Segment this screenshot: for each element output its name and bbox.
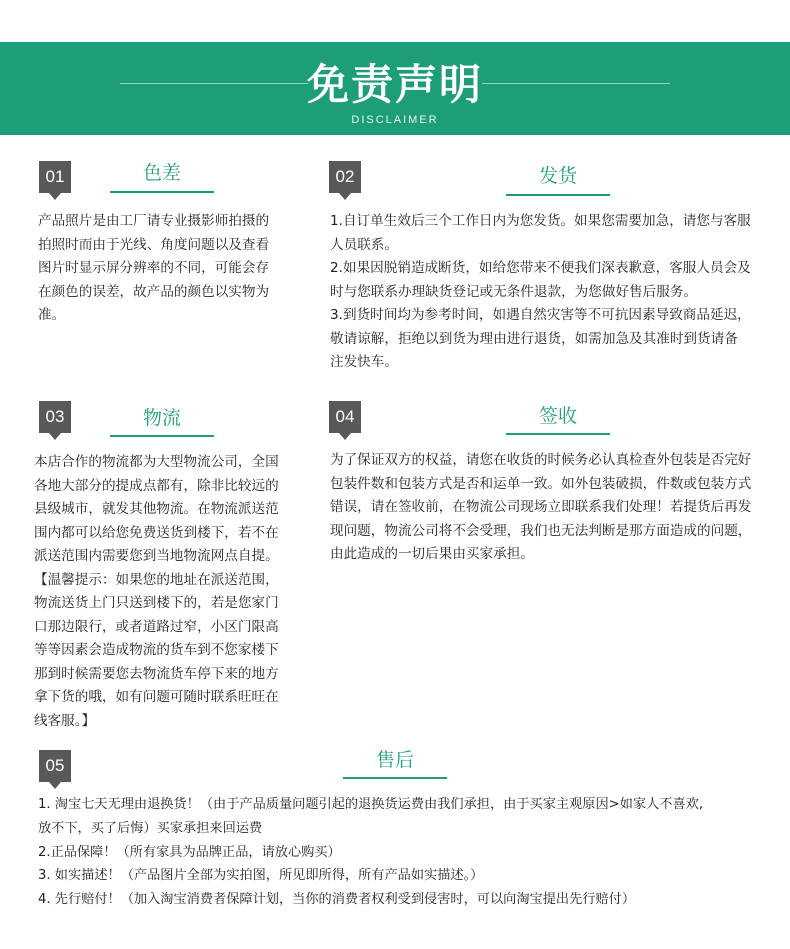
text-line: 3.到货时间均为参考时间，如遇自然灾害等不可抗因素导致商品延迟， <box>330 307 751 323</box>
text-line: 错误，请在签收前，在物流公司现场立即联系我们处理！若提货后再发 <box>330 499 752 515</box>
text-line: 由此造成的一切后果由买家承担。 <box>330 546 534 562</box>
text-line: 等等因素会造成物流的货车到不您家楼下 <box>34 642 279 658</box>
text-line: 准。 <box>38 307 66 323</box>
text-line: 包装件数和包装方式是否和运单一致。如外包装破损，件数或包装方式 <box>330 475 752 492</box>
text-line: 为了保证双方的权益，请您在收货的时候务必认真检查外包装是否完好 <box>330 452 752 468</box>
text-line: 【温馨提示：如果您的地址在派送范围， <box>34 571 279 588</box>
section-title-underline <box>110 191 214 193</box>
section-title-underline <box>110 435 214 437</box>
section-title-underline <box>506 433 610 435</box>
text-line: 那到时候需要您去物流货车停下来的地方 <box>34 665 279 682</box>
text-line: 物流送货上门只送到楼下的，若是您家门 <box>34 595 279 611</box>
text-line: 3. 如实描述！（产品图片全部为实拍图，所见即所得，所有产品如实描述。） <box>38 868 484 884</box>
section-number-badge: 03 <box>39 401 71 433</box>
section-number-badge: 01 <box>39 161 71 193</box>
page-title: 免责声明 <box>306 60 483 109</box>
text-line: 敬请谅解，拒绝以到货为理由进行退货，如需加急及其准时到货请备 <box>330 330 738 347</box>
section-title: 物流 <box>142 407 181 429</box>
text-line: 派送范围内需要您到当地物流网点自提。 <box>34 548 279 564</box>
section-title: 发货 <box>538 165 577 187</box>
text-line: 放不下，买了后悔）买家承担来回运费 <box>38 820 263 836</box>
text-line: 1.自订单生效后三个工作日内为您发货。如果您需要加急，请您与客服 <box>330 213 751 229</box>
text-line: 本店合作的物流都为大型物流公司，全国 <box>34 454 279 470</box>
text-line: 各地大部分的提成点都有，除非比较远的 <box>34 477 279 494</box>
text-line: 4. 先行赔付！（加入淘宝消费者保障计划，当你的消费者权利受到侵害时，可以向淘宝提出先行赔付） <box>38 892 636 908</box>
section-title-underline <box>506 194 610 196</box>
text-line: 人员联系。 <box>330 236 398 253</box>
section-title-underline <box>343 777 447 779</box>
section-body <box>34 451 296 733</box>
text-line: 注发快车。 <box>330 354 398 370</box>
text-line: 现问题，物流公司将不会受理，我们也无法判断是那方面造成的问题， <box>330 522 752 539</box>
text-line: 拿下货的哦，如有问题可随时联系旺旺在 <box>34 689 279 705</box>
text-line: 2.如果因脱销造成断货，如给您带来不便我们深表歉意，客服人员会及 <box>330 260 751 276</box>
section-number-badge: 04 <box>329 401 361 433</box>
section-title: 签收 <box>538 405 577 427</box>
section-title: 售后 <box>375 749 414 771</box>
text-line: 1. 淘宝七天无理由退换货！（由于产品质量问题引起的退换货运费由我们承担，由于买家主观原因>如家人不喜欢, <box>38 797 704 812</box>
section-number-badge: 02 <box>329 161 361 193</box>
section-body <box>330 210 775 375</box>
text-line: 县级城市，就发其他物流。在物流派送范 <box>34 501 279 517</box>
section-number-badge: 05 <box>39 750 71 782</box>
text-line: 拍照时而由于光线、角度问题以及查看 <box>38 236 270 253</box>
text-line: 在颜色的误差，故产品的颜色以实物为 <box>38 283 270 300</box>
text-line: 2.正品保障！（所有家具为品牌正品，请放心购买） <box>38 844 341 860</box>
section-body <box>38 793 783 912</box>
text-line: 线客服。】 <box>34 712 96 729</box>
section-body <box>38 210 288 328</box>
page-subtitle: DISCLAIMER <box>351 114 439 126</box>
text-line: 时与您联系办理缺货登记或无条件退款，为您做好售后服务。 <box>330 283 698 300</box>
text-line: 口那边限行，或者道路过窄，小区门限高 <box>34 618 279 635</box>
text-line: 产品照片是由工厂请专业摄影师拍摄的 <box>38 213 270 229</box>
header-banner <box>0 42 790 135</box>
text-line: 图片时显示屏分辨率的不同，可能会存 <box>38 260 270 276</box>
text-line: 围内都可以给您免费送货到楼下，若不在 <box>34 524 279 541</box>
section-body <box>330 449 775 567</box>
section-title: 色差 <box>142 162 181 184</box>
